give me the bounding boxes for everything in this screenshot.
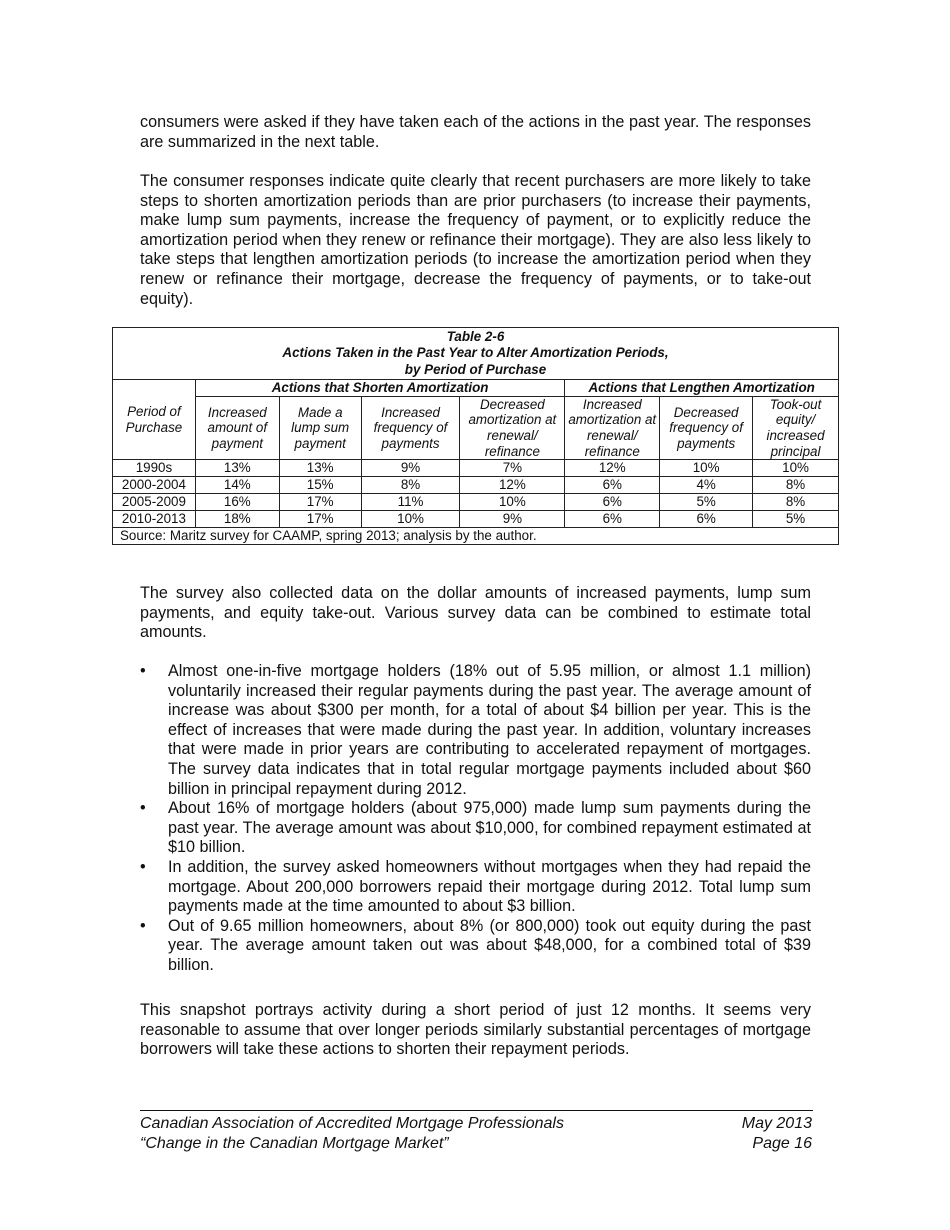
table-row <box>113 494 839 511</box>
table-cell: 8% <box>361 477 460 494</box>
table-cell: 1990s <box>113 460 196 477</box>
table-cell: 5% <box>660 494 753 511</box>
table-cell: 9% <box>460 511 565 528</box>
table-title <box>113 328 839 380</box>
table-cell: 10% <box>361 511 460 528</box>
table-cell: 6% <box>565 494 660 511</box>
table-source-note: Source: Maritz survey for CAAMP, spring 2013; analysis by the author. <box>113 528 839 545</box>
col-header: Decreased frequency of payments <box>660 396 753 459</box>
table-cell: 11% <box>361 494 460 511</box>
table-row <box>113 477 839 494</box>
bullet-icon: • <box>140 662 146 680</box>
footer-left <box>140 1114 564 1154</box>
table-cell: 17% <box>279 494 361 511</box>
col-header: Increased frequency of payments <box>361 396 460 459</box>
table-cell: 2000-2004 <box>113 477 196 494</box>
bullet-list <box>140 662 811 976</box>
footer-right <box>742 1114 812 1154</box>
table-cell: 14% <box>195 477 279 494</box>
table-cell: 13% <box>195 460 279 477</box>
col-header: Made a lump sum payment <box>279 396 361 459</box>
col-header: Increased amortization at renewal/ refinance <box>565 396 660 459</box>
col-header: Decreased amortization at renewal/ refinance <box>460 396 565 459</box>
table-cell: 10% <box>660 460 753 477</box>
table-cell: 12% <box>460 477 565 494</box>
col-header-period: Period of Purchase <box>113 379 196 459</box>
table-cell: 8% <box>753 494 839 511</box>
table-cell: 4% <box>660 477 753 494</box>
table-row <box>113 460 839 477</box>
table-cell: 15% <box>279 477 361 494</box>
paragraph-conclusion: This snapshot portrays activity during a short period of just 12 months. It seems very reasonable to assume that over longer periods similarly substantial percentages of mortgage borrowers will take these actions to shorten their repayment periods. <box>140 1001 811 1059</box>
list-item-text: Out of 9.65 million homeowners, about 8% (or 800,000) took out equity during the past year. The average amount taken out was about $48,000, for a combined total of $39 billion. <box>168 916 811 974</box>
table-cell: 16% <box>195 494 279 511</box>
table-cell: 10% <box>460 494 565 511</box>
list-item-text: Almost one-in-five mortgage holders (18% out of 5.95 million, or almost 1.1 million) voluntarily increased their regular payments during the past year. The average amount of increase was about $300 per month, for a total of about $4 billion per year. This is the effect of increases that were made during the past year. In addition, voluntary increases that were made in prior years are contributing to accelerated repayment of mortgages. The survey data indicates that in total regular mortgage payments included about $60 billion in principal repayment during 2012. <box>168 662 811 798</box>
table-cell: 18% <box>195 511 279 528</box>
table-cell: 7% <box>460 460 565 477</box>
list-item-text: About 16% of mortgage holders (about 975,000) made lump sum payments during the past year. The average amount was about $10,000, for combined repayment estimated at $10 billion. <box>168 799 811 857</box>
paragraph-consumer-responses: The consumer responses indicate quite clearly that recent purchasers are more likely to take steps to shorten amortization periods than are prior purchasers (to increase their payments, make lump sum payments, increase the frequency of payment, or to explicitly reduce the amortization period when they renew or refinance their mortgage). They are also less likely to take steps that lengthen amortization periods (to increase the amortization period when they renew or refinance their mortgage, decrease the frequency of payments, or to take-out equity). <box>140 172 811 308</box>
footer-report-title: “Change in the Canadian Mortgage Market” <box>140 1135 449 1152</box>
table-row <box>113 511 839 528</box>
bullet-icon: • <box>140 916 146 935</box>
footer-page-number: Page 16 <box>752 1135 812 1152</box>
footer-organization: Canadian Association of Accredited Mortgage Professionals <box>140 1115 564 1132</box>
list-item <box>140 799 811 858</box>
table-caption: Actions Taken in the Past Year to Alter Amortization Periods, <box>282 345 669 361</box>
table-cell: 6% <box>565 477 660 494</box>
table-cell: 6% <box>660 511 753 528</box>
bullet-icon: • <box>140 799 146 818</box>
table-cell: 9% <box>361 460 460 477</box>
list-item-text: In addition, the survey asked homeowners without mortgages when they had repaid the mortgage. About 200,000 borrowers repaid their mortgage during 2012. Total lump sum payments made at the time amounted to about $3 billion. <box>168 857 811 916</box>
group-header-lengthen: Actions that Lengthen Amortization <box>565 379 839 396</box>
table-cell: 2010-2013 <box>113 511 196 528</box>
table-number: Table 2-6 <box>446 329 505 344</box>
col-header: Took-out equity/ increased principal <box>753 396 839 459</box>
list-item <box>140 662 811 799</box>
table-cell: 17% <box>279 511 361 528</box>
paragraph-intro: consumers were asked if they have taken each of the actions in the past year. The responses are summarized in the next table. <box>140 113 811 151</box>
table-cell: 8% <box>753 477 839 494</box>
col-header: Increased amount of payment <box>195 396 279 459</box>
footer-divider <box>140 1110 813 1111</box>
table-cell: 10% <box>753 460 839 477</box>
list-item <box>140 917 811 976</box>
paragraph-survey-amounts: The survey also collected data on the dollar amounts of increased payments, lump sum payments, and equity take-out. Various survey data can be combined to estimate total amounts. <box>140 584 811 642</box>
footer-date: May 2013 <box>741 1115 812 1132</box>
table-cell: 12% <box>565 460 660 477</box>
table-cell: 13% <box>279 460 361 477</box>
list-item <box>140 858 811 917</box>
table-subcaption: by Period of Purchase <box>404 361 547 377</box>
table-cell: 6% <box>565 511 660 528</box>
group-header-shorten: Actions that Shorten Amortization <box>195 379 564 396</box>
table-cell: 5% <box>753 511 839 528</box>
table-cell: 2005-2009 <box>113 494 196 511</box>
bullet-icon: • <box>140 857 146 876</box>
table-2-6 <box>112 327 839 545</box>
